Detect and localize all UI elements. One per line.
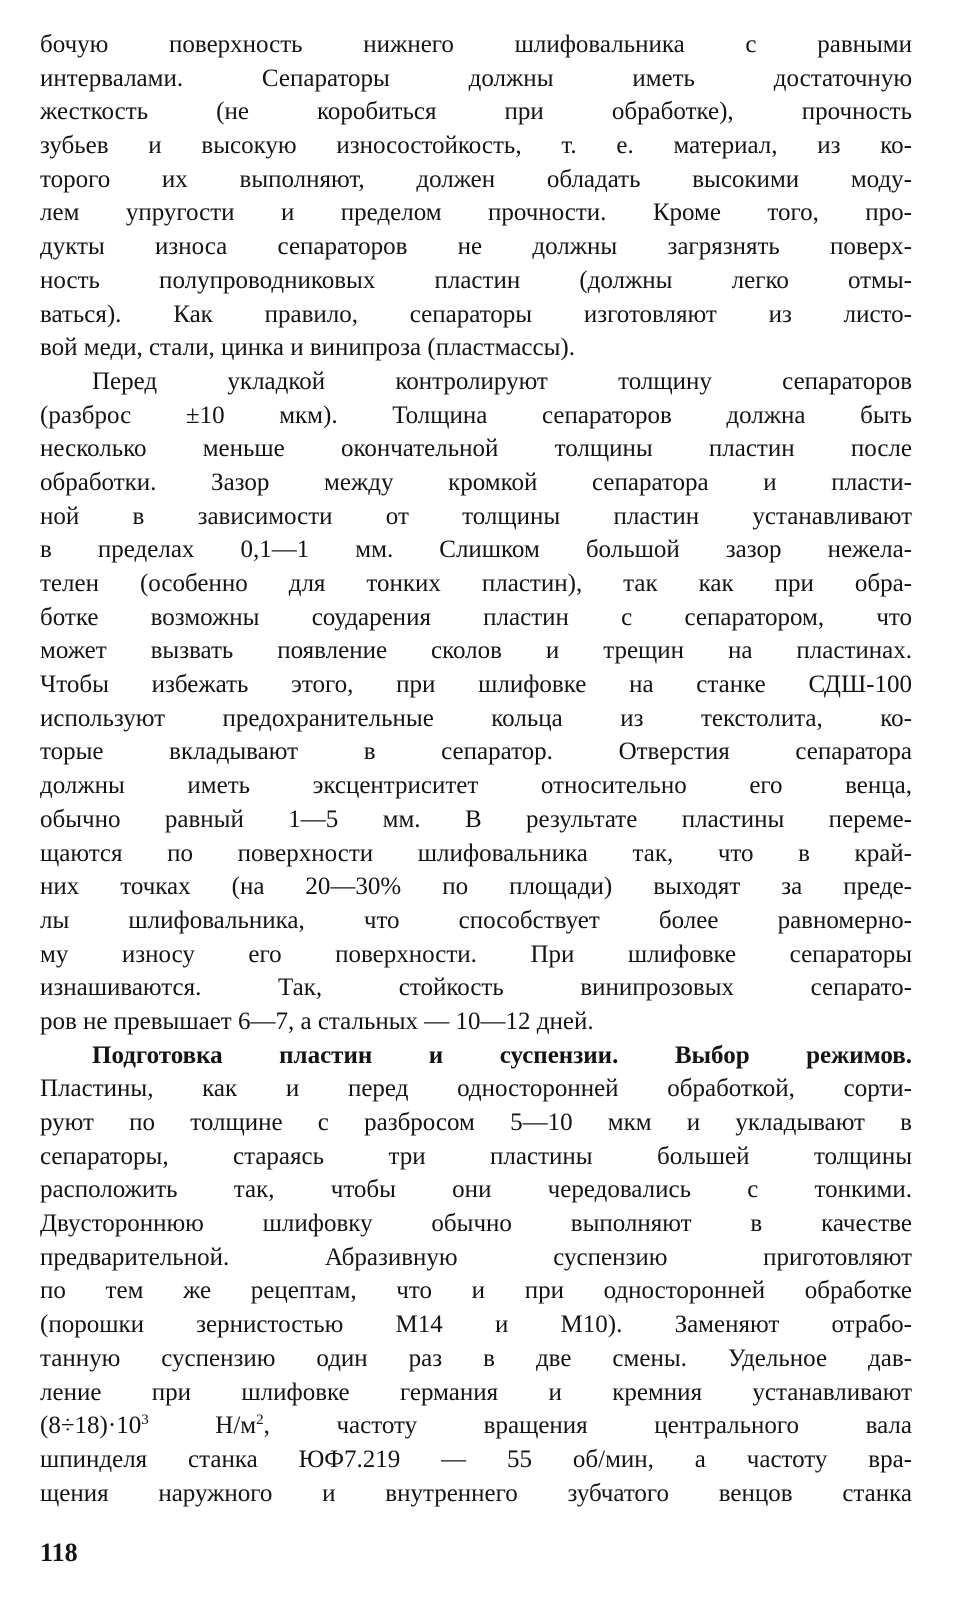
text-line: может вызвать появление сколов и трещин на пластинах. <box>40 637 912 665</box>
text-line: ров не превышает 6—7, а стальных — 10—12 дней. <box>40 1007 594 1035</box>
text-line: Пластины, как и перед односторонней обработкой, сорти- <box>40 1075 912 1103</box>
text-line: зубьев и высокую износостойкость, т. е. материал, из ко- <box>40 132 912 160</box>
paragraph-3 <box>40 1039 912 1511</box>
text-line: шпинделя станка ЮФ7.219 — 55 об/мин, а частоту вра- <box>40 1445 912 1473</box>
text-line: Чтобы избежать этого, при шлифовке на станке СДШ-100 <box>40 671 912 699</box>
text-line: сепараторы, стараясь три пластины большей толщины <box>40 1142 912 1170</box>
text-line: расположить так, чтобы они чередовались с тонкими. <box>40 1176 912 1204</box>
formula-unit: Н/м <box>148 1412 257 1440</box>
page-text <box>40 28 912 1510</box>
text-line: лы шлифовальника, что способствует более равномерно- <box>40 906 912 934</box>
text-line: ность полупроводниковых пластин (должны легко отмы- <box>40 266 912 294</box>
text-line: изнашиваются. Так, стойкость винипрозовых сепарато- <box>40 974 912 1002</box>
text-line: вой меди, стали, цинка и винипроза (пластмассы). <box>40 334 575 362</box>
text-line: предварительной. Абразивную суспензию приготовляют <box>40 1243 912 1271</box>
exponent: 2 <box>256 1412 264 1429</box>
text-line: танную суспензию один раз в две смены. Удельное дав- <box>40 1344 912 1372</box>
text-line: жесткость (не коробиться при обработке), прочность <box>40 98 912 126</box>
formula-part: (8÷18)·10 <box>40 1412 142 1440</box>
text-line: щения наружного и внутреннего зубчатого венцов станка <box>40 1479 912 1507</box>
text-line: лем упругости и пределом прочности. Кроме того, про- <box>40 199 912 227</box>
text-line: ной в зависимости от толщины пластин устанавливают <box>40 502 912 530</box>
text-line: (порошки зернистостью М14 и М10). Заменяют отрабо- <box>40 1311 912 1339</box>
text-line: щаются по поверхности шлифовальника так, что в край- <box>40 839 912 867</box>
text-line: ваться). Как правило, сепараторы изготовляют из листо- <box>40 300 912 328</box>
text-line: торого их выполняют, должен обладать высокими моду- <box>40 165 912 193</box>
text-line: них точках (на 20—30% по площади) выходят за преде- <box>40 873 912 901</box>
text-line: по тем же рецептам, что и при односторонней обработке <box>40 1277 912 1305</box>
text-line: ботке возможны соударения пластин с сепаратором, что <box>40 603 912 631</box>
text-line: му износу его поверхности. При шлифовке сепараторы <box>40 940 912 968</box>
exponent: 3 <box>141 1412 149 1429</box>
text-line: (разброс ±10 мкм). Толщина сепараторов должна быть <box>40 401 912 429</box>
text-line: должны иметь эксцентриситет относительно его венца, <box>40 772 912 800</box>
text-line: Двустороннюю шлифовку обычно выполняют в качестве <box>40 1210 912 1238</box>
text-line: руют по толщине с разбросом 5—10 мкм и укладывают в <box>40 1109 912 1136</box>
text-line: в пределах 0,1—1 мм. Слишком большой зазор нежела- <box>40 536 912 564</box>
text-line: телен (особенно для тонких пластин), так как при обра- <box>40 570 912 597</box>
page-number: 118 <box>40 1538 78 1567</box>
text-line: используют предохранительные кольца из текстолита, ко- <box>40 704 912 732</box>
formula-line <box>40 1409 912 1443</box>
text-line: обычно равный 1—5 мм. В результате пластины переме- <box>40 805 912 833</box>
text-line: бочую поверхность нижнего шлифовальника с равными <box>40 31 912 58</box>
paragraph-2 <box>40 365 912 1039</box>
text-line: обработки. Зазор между кромкой сепаратора и пласти- <box>40 468 912 496</box>
text-line: интервалами. Сепараторы должны иметь достаточную <box>40 64 912 92</box>
text-line: несколько меньше окончательной толщины пластин после <box>40 435 912 463</box>
section-heading-line <box>40 1039 912 1073</box>
formula-rest: , частоту вращения центрального вала <box>263 1412 912 1440</box>
paragraph-1 <box>40 28 912 365</box>
section-heading: Подготовка пластин и суспензии. Выбор режимов. <box>92 1041 912 1069</box>
text-line: торые вкладывают в сепаратор. Отверстия сепаратора <box>40 738 912 766</box>
text-line: Перед укладкой контролируют толщину сепараторов <box>92 367 912 395</box>
text-line: ление при шлифовке германия и кремния устанавливают <box>40 1378 912 1406</box>
text-line: дукты износа сепараторов не должны загрязнять поверх- <box>40 233 912 261</box>
